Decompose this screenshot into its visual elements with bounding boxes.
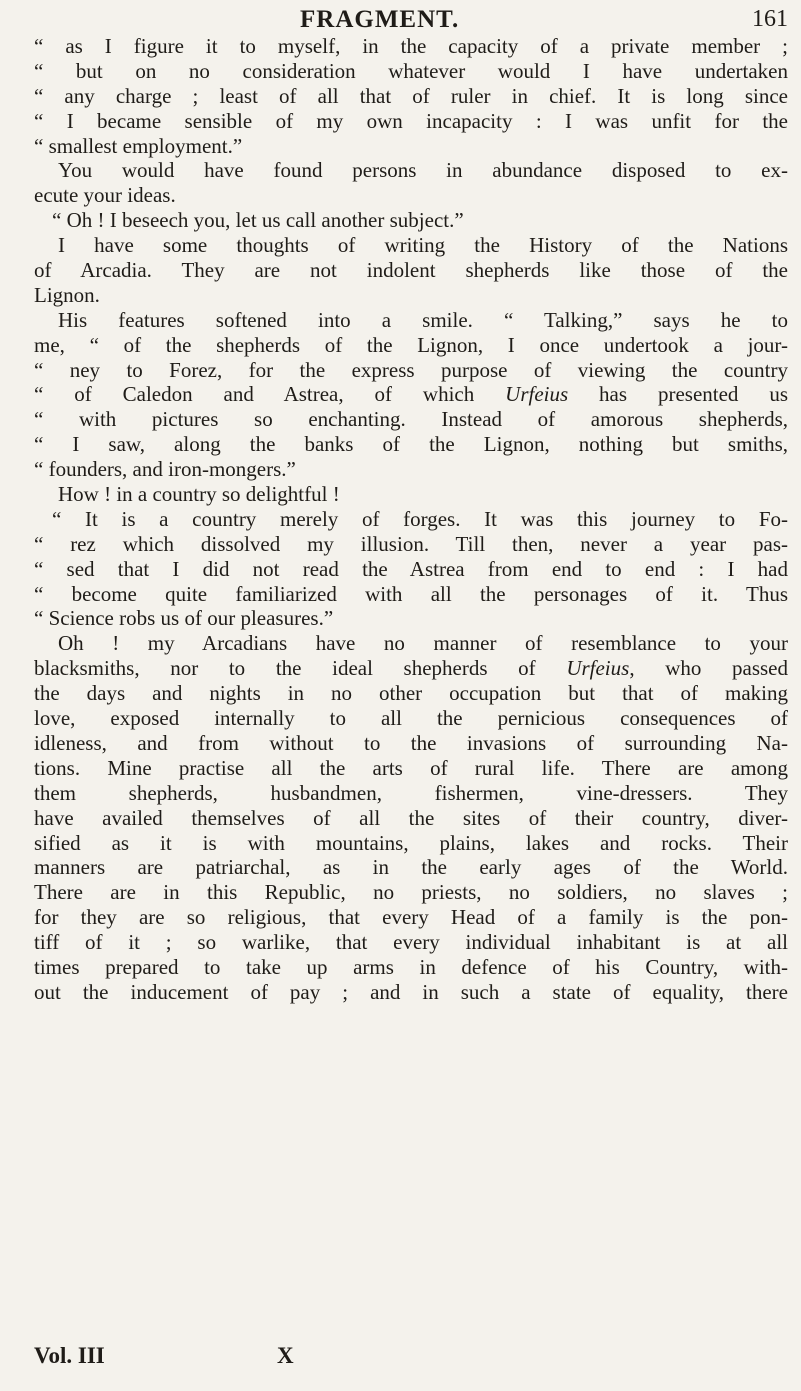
text-line: love, exposed internally to all the pernicious consequences of (34, 706, 788, 731)
text-line: “ with pictures so enchanting. Instead of amorous shepherds, (34, 407, 788, 432)
running-head: FRAGMENT. (300, 6, 460, 33)
text-line: His features softened into a smile. “ Talking,” says he to (58, 307, 788, 332)
text-line: Oh ! my Arcadians have no manner of resemblance to your (58, 631, 788, 656)
text-line: “ of Caledon and Astrea, of which Urfeius has presented us (34, 382, 788, 407)
body-text (34, 34, 788, 1005)
page-footer (34, 1343, 434, 1373)
text-line: I have some thoughts of writing the History of the Nations (58, 233, 788, 258)
text-line: Lignon. (34, 282, 100, 307)
text-line: blacksmiths, nor to the ideal shepherds of Urfeius, who passed (34, 656, 788, 681)
text-line: of Arcadia. They are not indolent shepherds like those of the (34, 258, 788, 283)
text-line: me, “ of the shepherds of the Lignon, I once undertook a jour- (34, 332, 788, 357)
text-line: “ rez which dissolved my illusion. Till then, never a year pas- (34, 531, 788, 556)
text-line: “ I became sensible of my own incapacity : I was unfit for the (34, 108, 788, 133)
text-line: “ Oh ! I beseech you, let us call another subject.” (52, 208, 464, 233)
text-line: “ I saw, along the banks of the Lignon, nothing but smiths, (34, 432, 788, 457)
text-line: ecute your ideas. (34, 183, 176, 208)
text-line: manners are patriarchal, as in the early ages of the World. (34, 855, 788, 880)
signature-mark: X (277, 1343, 294, 1368)
text-line: “ become quite familiarized with all the personages of it. Thus (34, 581, 788, 606)
text-line: “ but on no consideration whatever would I have undertaken (34, 58, 788, 83)
page-number: 161 (752, 6, 788, 32)
text-line: the days and nights in no other occupation but that of making (34, 681, 788, 706)
text-line: “ as I figure it to myself, in the capacity of a private member ; (34, 34, 788, 58)
text-line: “ It is a country merely of forges. It was this journey to Fo- (52, 506, 788, 531)
text-line: for they are so religious, that every Head of a family is the pon- (34, 905, 788, 930)
text-line: You would have found persons in abundance disposed to ex- (58, 158, 788, 183)
text-line: There are in this Republic, no priests, no soldiers, no slaves ; (34, 880, 788, 905)
text-line: tiff of it ; so warlike, that every individual inhabitant is at all (34, 930, 788, 955)
text-line: sified as it is with mountains, plains, lakes and rocks. Their (34, 830, 788, 855)
text-line: How ! in a country so delightful ! (58, 482, 340, 507)
text-line: “ founders, and iron-mongers.” (34, 457, 296, 482)
text-line: “ any charge ; least of all that of ruler in chief. It is long since (34, 83, 788, 108)
volume-label: Vol. III (34, 1343, 105, 1368)
text-line: “ sed that I did not read the Astrea from end to end : I had (34, 556, 788, 581)
text-line: “ smallest employment.” (34, 133, 243, 158)
text-line: “ Science robs us of our pleasures.” (34, 606, 334, 631)
page-header (0, 6, 801, 36)
text-line: times prepared to take up arms in defence of his Country, with- (34, 954, 788, 979)
text-line: tions. Mine practise all the arts of rural life. There are among (34, 755, 788, 780)
text-line: have availed themselves of all the sites of their country, diver- (34, 805, 788, 830)
text-line: idleness, and from without to the invasions of surrounding Na- (34, 730, 788, 755)
text-line: them shepherds, husbandmen, fishermen, vine-dressers. They (34, 780, 788, 805)
text-line: “ ney to Forez, for the express purpose of viewing the country (34, 357, 788, 382)
text-line: out the inducement of pay ; and in such a state of equality, there (34, 979, 788, 1004)
